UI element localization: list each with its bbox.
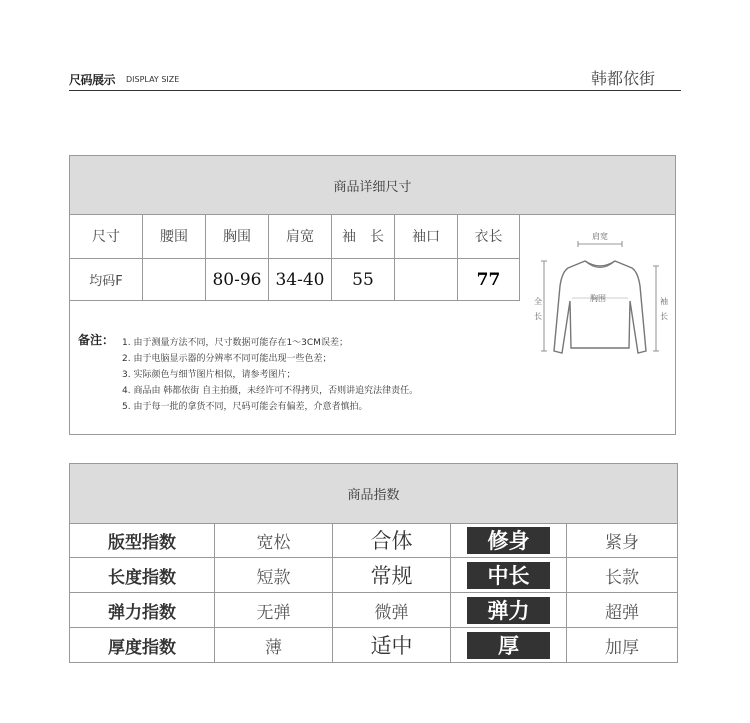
index-option: 常规 bbox=[333, 558, 451, 593]
col-header-shoulder: 肩宽 bbox=[269, 214, 332, 259]
diagram-chest-label: 胸围 bbox=[590, 294, 606, 303]
note-item: 3. 实际颜色与细节图片相似，请参考图片； bbox=[122, 370, 296, 380]
diagram-sleeve-label-1: 袖 bbox=[660, 297, 668, 306]
diagram-shoulder-label: 肩宽 bbox=[592, 232, 608, 241]
col-header-cuff: 袖口 bbox=[395, 214, 458, 259]
index-option: 宽松 bbox=[215, 523, 333, 558]
diagram-full-length-label-2: 长 bbox=[534, 312, 542, 321]
selected-badge: 弹力 bbox=[467, 597, 550, 624]
selected-badge: 修身 bbox=[467, 527, 550, 554]
index-option: 微弹 bbox=[333, 593, 451, 628]
note-item: 5. 由于每一批的拿货不同，尺码可能会有偏差，介意者慎拍。 bbox=[122, 402, 368, 412]
index-table-title: 商品指数 bbox=[70, 464, 677, 524]
index-option: 紧身 bbox=[567, 523, 677, 558]
note-item: 1. 由于测量方法不同，尺寸数据可能存在1～3CM误差； bbox=[122, 338, 348, 348]
col-header-size: 尺寸 bbox=[70, 214, 143, 259]
col-header-length: 衣长 bbox=[458, 214, 520, 259]
chest-value: 80-96 bbox=[206, 259, 269, 301]
header-title-cn: 尺码展示 bbox=[69, 73, 116, 87]
selected-badge: 厚 bbox=[467, 632, 550, 659]
index-option: 无弹 bbox=[215, 593, 333, 628]
selected-badge: 中长 bbox=[467, 562, 550, 589]
index-option-selected bbox=[451, 523, 567, 558]
brand-name: 韩都依街 bbox=[590, 69, 655, 88]
col-header-waist: 腰围 bbox=[143, 214, 206, 259]
waist-value bbox=[143, 259, 206, 301]
diagram-sleeve-label-2: 长 bbox=[660, 312, 668, 321]
garment-diagram bbox=[530, 216, 670, 366]
size-value: 均码F bbox=[70, 259, 143, 301]
index-option: 短款 bbox=[215, 558, 333, 593]
size-table-title: 商品详细尺寸 bbox=[70, 156, 675, 215]
sleeve-value: 55 bbox=[332, 259, 395, 301]
index-option: 合体 bbox=[333, 523, 451, 558]
note-item: 2. 由于电脑显示器的分辨率不同可能出现一些色差； bbox=[122, 354, 332, 364]
index-option: 加厚 bbox=[605, 637, 639, 658]
notes-label: 备注： bbox=[78, 333, 115, 347]
index-option: 适中 bbox=[333, 628, 451, 662]
index-label-elasticity: 弹力指数 bbox=[70, 593, 215, 628]
page-header bbox=[69, 66, 681, 91]
index-label-length: 长度指数 bbox=[70, 558, 215, 593]
diagram-full-length-label-1: 全 bbox=[534, 297, 542, 306]
col-header-chest: 胸围 bbox=[206, 214, 269, 259]
cuff-value bbox=[395, 259, 458, 301]
index-option-selected bbox=[451, 628, 567, 662]
length-value: 77 bbox=[458, 259, 520, 301]
col-header-sleeve: 袖 长 bbox=[332, 214, 395, 259]
index-label-thickness: 厚度指数 bbox=[70, 628, 215, 662]
index-option-selected bbox=[451, 593, 567, 628]
note-item: 4. 商品由 韩都依街 自主拍摄，未经许可不得拷贝，否则讲追究法律责任。 bbox=[122, 386, 419, 396]
index-label-fit: 版型指数 bbox=[70, 523, 215, 558]
index-option: 超弹 bbox=[567, 593, 677, 628]
product-index-panel bbox=[69, 463, 678, 663]
size-detail-panel bbox=[69, 155, 676, 435]
index-option-selected bbox=[451, 558, 567, 593]
index-option: 长款 bbox=[567, 558, 677, 593]
index-option: 薄 bbox=[215, 628, 333, 662]
header-title-en: DISPLAY SIZE bbox=[126, 75, 180, 84]
shoulder-value: 34-40 bbox=[269, 259, 332, 301]
